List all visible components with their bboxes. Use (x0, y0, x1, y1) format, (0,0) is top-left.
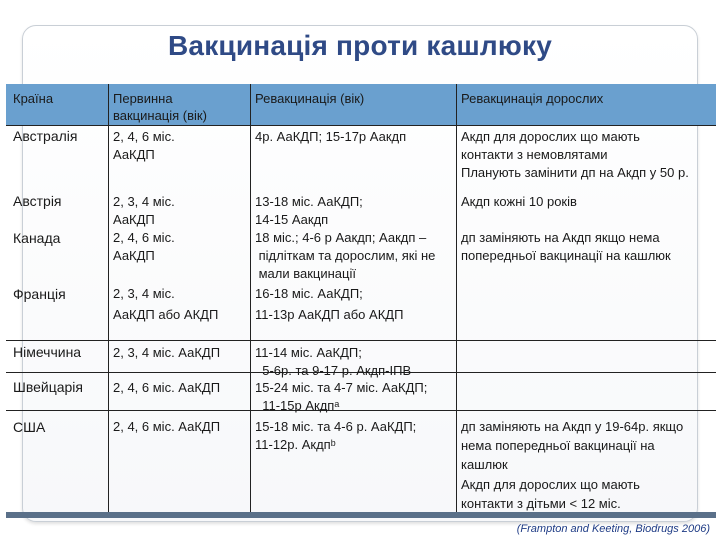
citation: (Frampton and Keeting, Biodrugs 2006) (516, 523, 710, 535)
header-primary-line2: вакцинація (вік) (113, 108, 207, 123)
australia-primary-line1: 2, 4, 6 міс. (113, 129, 175, 144)
usa-primary-line1: 2, 4, 6 міс. АаКДП (113, 419, 221, 434)
austria-adult-line1: Акдп кожні 10 років (461, 194, 577, 209)
usa-revacc-line2: 11-12р. Акдпᵇ (255, 437, 336, 452)
australia-adult-line3: Планують замінити дп на Акдп у 50 р. (461, 165, 689, 180)
country-switzerland: Швейцарія (13, 379, 83, 395)
canada-revacc-line1: 18 міс.; 4-6 р Аакдп; Аакдп – (255, 230, 427, 245)
country-canada: Канада (13, 230, 61, 246)
australia-revacc-line1: 4р. АаКДП; 15-17р Аакдп (255, 129, 407, 144)
row-divider-switzerland (6, 410, 716, 411)
country-austria: Австрія (13, 193, 62, 209)
row-divider-header (6, 125, 716, 126)
australia-adult-line2: контакти з немовлятами (461, 147, 608, 162)
austria-primary-line1: 2, 3, 4 міс. (113, 194, 175, 209)
usa-adult-line1: дп заміняють на Акдп у 19-64р. якщо (461, 419, 684, 434)
austria-revacc-line1: 13-18 міс. АаКДП; (255, 194, 363, 209)
col-divider-1 (108, 84, 109, 512)
usa-revacc-line1: 15-18 міс. та 4-6 р. АаКДП; (255, 419, 417, 434)
table-bottom-bar (6, 512, 716, 518)
france-primary-line1: 2, 3, 4 міс. (113, 286, 175, 301)
germany-revacc-line1: 11-14 міс. АаКДП; (255, 345, 362, 360)
header-revaccination: Ревакцинація (вік) (255, 91, 365, 106)
austria-revacc-line2: 14-15 Аакдп (255, 212, 329, 227)
usa-adult-line2: нема попередньої вакцинації на (461, 438, 655, 453)
country-germany: Німеччина (13, 344, 82, 360)
switzerland-revacc-line2: 11-15р Акдпᵃ (255, 398, 340, 413)
france-primary-line2: АаКДП або АКДП (113, 307, 219, 322)
col-divider-2 (250, 84, 251, 512)
austria-primary-line2: АаКДП (113, 212, 155, 227)
switzerland-revacc-line1: 15-24 міс. та 4-7 міс. АаКДП; (255, 380, 428, 395)
country-australia: Австралія (13, 128, 78, 144)
canada-primary-line2: АаКДП (113, 248, 155, 263)
canada-revacc-line3: мали вакцинації (255, 266, 356, 281)
switzerland-primary-line1: 2, 4, 6 міс. АаКДП (113, 380, 221, 395)
header-country: Країна (13, 91, 54, 106)
australia-adult-line1: Акдп для дорослих що мають (461, 129, 640, 144)
row-divider-france (6, 340, 716, 341)
canada-adult-line2: попередньої вакцинації на кашлюк (461, 248, 671, 263)
usa-adult-line4: Акдп для дорослих що мають (461, 477, 640, 492)
france-revacc-line2: 11-13р АаКДП або АКДП (255, 307, 404, 322)
france-revacc-line1: 16-18 міс. АаКДП; (255, 286, 363, 301)
country-france: Франція (13, 286, 66, 302)
slide-title: Вакцинація проти кашлюку (168, 30, 552, 61)
canada-primary-line1: 2, 4, 6 міс. (113, 230, 175, 245)
usa-adult-line5: контакти з дітьми < 12 міс. (461, 496, 621, 511)
country-usa: США (13, 419, 46, 435)
usa-adult-line3: кашлюк (461, 457, 508, 472)
germany-revacc-line2: 5-6р. та 9-17 р. Акдп-ІПВ (255, 363, 412, 378)
australia-primary-line2: АаКДП (113, 147, 155, 162)
canada-adult-line1: дп заміняють на Акдп якщо нема (461, 230, 660, 245)
germany-primary-line1: 2, 3, 4 міс. АаКДП (113, 345, 221, 360)
header-primary-line1: Первинна (113, 91, 173, 106)
header-adult-revaccination: Ревакцинація дорослих (461, 91, 604, 106)
canada-revacc-line2: підліткам та дорослим, які не (255, 248, 436, 263)
col-divider-3 (456, 84, 457, 512)
